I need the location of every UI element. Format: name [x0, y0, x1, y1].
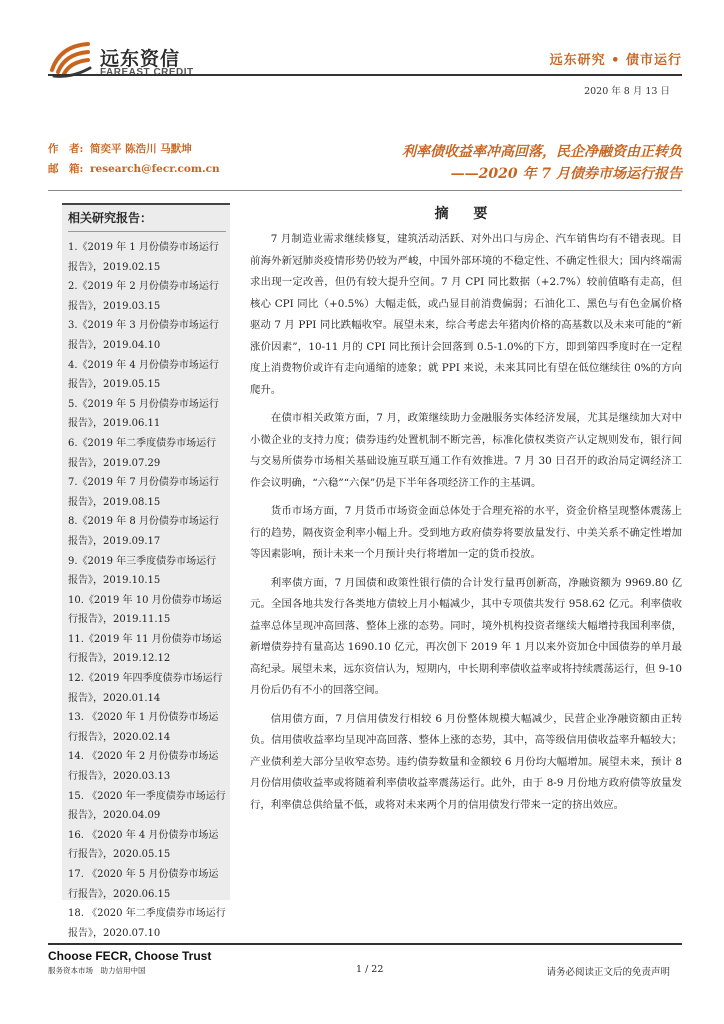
related-report-item: 2.《2019 年 2 月份债券市场运行报告》，2019.03.15 [68, 281, 219, 312]
related-report-item: 12.《2019 年四季度债券市场运行报告》，2020.01.14 [68, 673, 223, 704]
report-title-line1: 利率债收益率冲高回落，民企净融资由正转负 [402, 144, 682, 160]
report-series: 远东研究 • 债市运行 [549, 53, 682, 68]
related-report-item: 3.《2019 年 3 月份债券市场运行报告》，2019.04.10 [68, 320, 219, 351]
related-reports-list [68, 238, 226, 943]
report-title [402, 141, 682, 185]
author-names: 简奕平 陈浩川 马默坤 [90, 143, 192, 155]
author-label: 作 者: [48, 143, 84, 155]
logo-chinese-name: 远东资信 [100, 48, 181, 70]
related-report-item: 9.《2019 年三季度债券市场运行报告》，2019.10.15 [68, 555, 217, 587]
page-number: 1 / 22 [356, 964, 384, 975]
title-divider [48, 190, 682, 191]
related-reports-sidebar [62, 203, 230, 939]
related-report-item: 11.《2019 年 11 月份债券市场运行报告》，2019.12.12 [68, 633, 222, 665]
abstract-section [250, 203, 682, 816]
abstract-heading: 摘 要 [434, 206, 498, 222]
related-report-item: 16. 《2020 年 4 月份债券市场运行报告》，2020.05.15 [68, 829, 219, 861]
related-report-item: 14. 《2020 年 2 月份债券市场运行报告》，2020.03.13 [68, 751, 219, 783]
author-block [48, 139, 220, 179]
related-report-item: 5.《2019 年 5 月份债券市场运行报告》，2019.06.11 [68, 398, 219, 430]
related-report-item: 7.《2019 年 7 月份债券市场运行报告》，2019.08.15 [68, 477, 219, 508]
email-label: 邮 箱: [48, 163, 84, 175]
abstract-paragraph-credit: 信用债方面，7 月信用债发行相较 6 月份整体规模大幅减少，民营企业净融资额由正转负。信用债收益率均呈现冲高回落、整体上涨的态势，其中，高等级信用债收益率升幅较大；产业债利差大部分呈收窄态势。违约债券数量和金额较 6 月份均大幅增加。展望未来，预计 8 月份信用债收益率或将随着利率债收益率震荡运行。此外，由于 8-9 月份地方政府债等放量发行，利率债总供给量不低，或将对未来两个月的信用债发行带来一定的挤出效应。 [250, 712, 682, 811]
logo-english-name: FAREAST CREDIT [100, 67, 194, 78]
report-title-line2: ——2020 年 7 月债券市场运行报告 [450, 166, 682, 182]
footer-divider [48, 943, 682, 945]
related-report-item: 6.《2019 年二季度债券市场运行报告》，2019.07.29 [68, 437, 217, 469]
related-report-item: 4.《2019 年 4 月份债券市场运行报告》，2019.05.15 [68, 359, 219, 391]
footer-disclaimer: 请务必阅读正文后的免责声明 [546, 967, 670, 978]
related-report-item: 8.《2019 年 8 月份债券市场运行报告》，2019.09.17 [68, 516, 219, 547]
related-report-item: 17. 《2020 年 5 月份债券市场运行报告》，2020.06.15 [68, 869, 219, 900]
abstract-paragraph-policy: 在债市相关政策方面，7 月，政策继续助力金融服务实体经济发展，尤其是继续加大对中小微企业的支持力度；债券违约处置机制不断完善，标准化债权类资产认定规则发布，银行间与交易所债券市场相关基础设施互联互通工作有效推进。7 月 30 日召开的政治局定调经济工作会议明确，“六稳”“六保”仍是下半年各项经济工作的主基调。 [250, 412, 682, 489]
abstract-paragraph-money-market: 货币市场方面，7 月货币市场资金面总体处于合理充裕的水平，资金价格呈现整体震荡上行的趋势，隔夜资金利率小幅上升。受到地方政府债券将要放量发行、中美关系不确定性增加等因素影响，预计未来一个月预计央行将增加一定的货币投放。 [250, 505, 682, 560]
related-report-item: 18. 《2020 年二季度债券市场运行报告》，2020.07.10 [68, 908, 226, 939]
footer-tagline: 服务资本市场 助力信用中国 [48, 966, 146, 975]
header-divider [48, 74, 682, 76]
related-report-item: 15. 《2020 年一季度债券市场运行报告》，2020.04.09 [68, 790, 226, 822]
report-date: 2020 年 8 月 13 日 [584, 86, 670, 97]
related-report-item: 10.《2019 年 10 月份债券市场运行报告》，2019.11.15 [68, 594, 222, 626]
sidebar-title-divider [68, 231, 226, 232]
author-email[interactable]: research@fecr.com.cn [90, 163, 220, 175]
related-report-item: 1.《2019 年 1 月份债券市场运行报告》，2019.02.15 [68, 242, 219, 273]
footer-brand-slogan: Choose FECR, Choose Trust [48, 949, 212, 963]
abstract-paragraph-rates: 利率债方面，7 月国债和政策性银行债的合计发行量再创新高，净融资额为 9969.80 亿元。全国各地共发行各类地方债较上月小幅减少，其中专项债共发行 958.62 亿元。利率债收益率总体呈现冲高回落、整体上涨的态势。同时，境外机构投资者继续大幅增持我国利率债，新增债券持有量高达 1690.10 亿元，再次创下 2019 年 1 月以来外资加仓中国债券的单月最高纪录。展望未来，远东资信认为，短期内，中长期利率债收益率或将持续震荡运行，但 9-10 月份后仍有不小的回落空间。 [250, 576, 682, 696]
related-report-item: 13. 《2020 年 1 月份债券市场运行报告》，2020.02.14 [68, 712, 219, 743]
sidebar-title: 相关研究报告： [68, 211, 153, 225]
abstract-paragraph-macro: 7 月制造业需求继续修复，建筑活动活跃、对外出口与房企、汽车销售均有不错表现。目前海外新冠肺炎疫情形势仍较为严峻，中国外部环境的不稳定性、不确定性很大；国内终端需求出现一定改善，但仍有较大提升空间。7 月 CPI 同比数据（+2.7%）较前值略有走高，但核心 CPI 同比（+0.5%）大幅走低，或凸显目前消费偏弱；石油化工、黑色与有色金属价格驱动 7 月 PPI 同比跌幅收窄。展望未来，综合考虑去年猪肉价格的高基数以及未来可能的“新涨价因素”，10-11 月的 CPI 同比预计会回落到 0.5-1.0%的下方，即到第四季度时在一定程度上消费物价或许有走向通缩的迹象；就 PPI 来说，未来其同比有望在低位继续往 0%的方向爬升。 [250, 233, 682, 396]
